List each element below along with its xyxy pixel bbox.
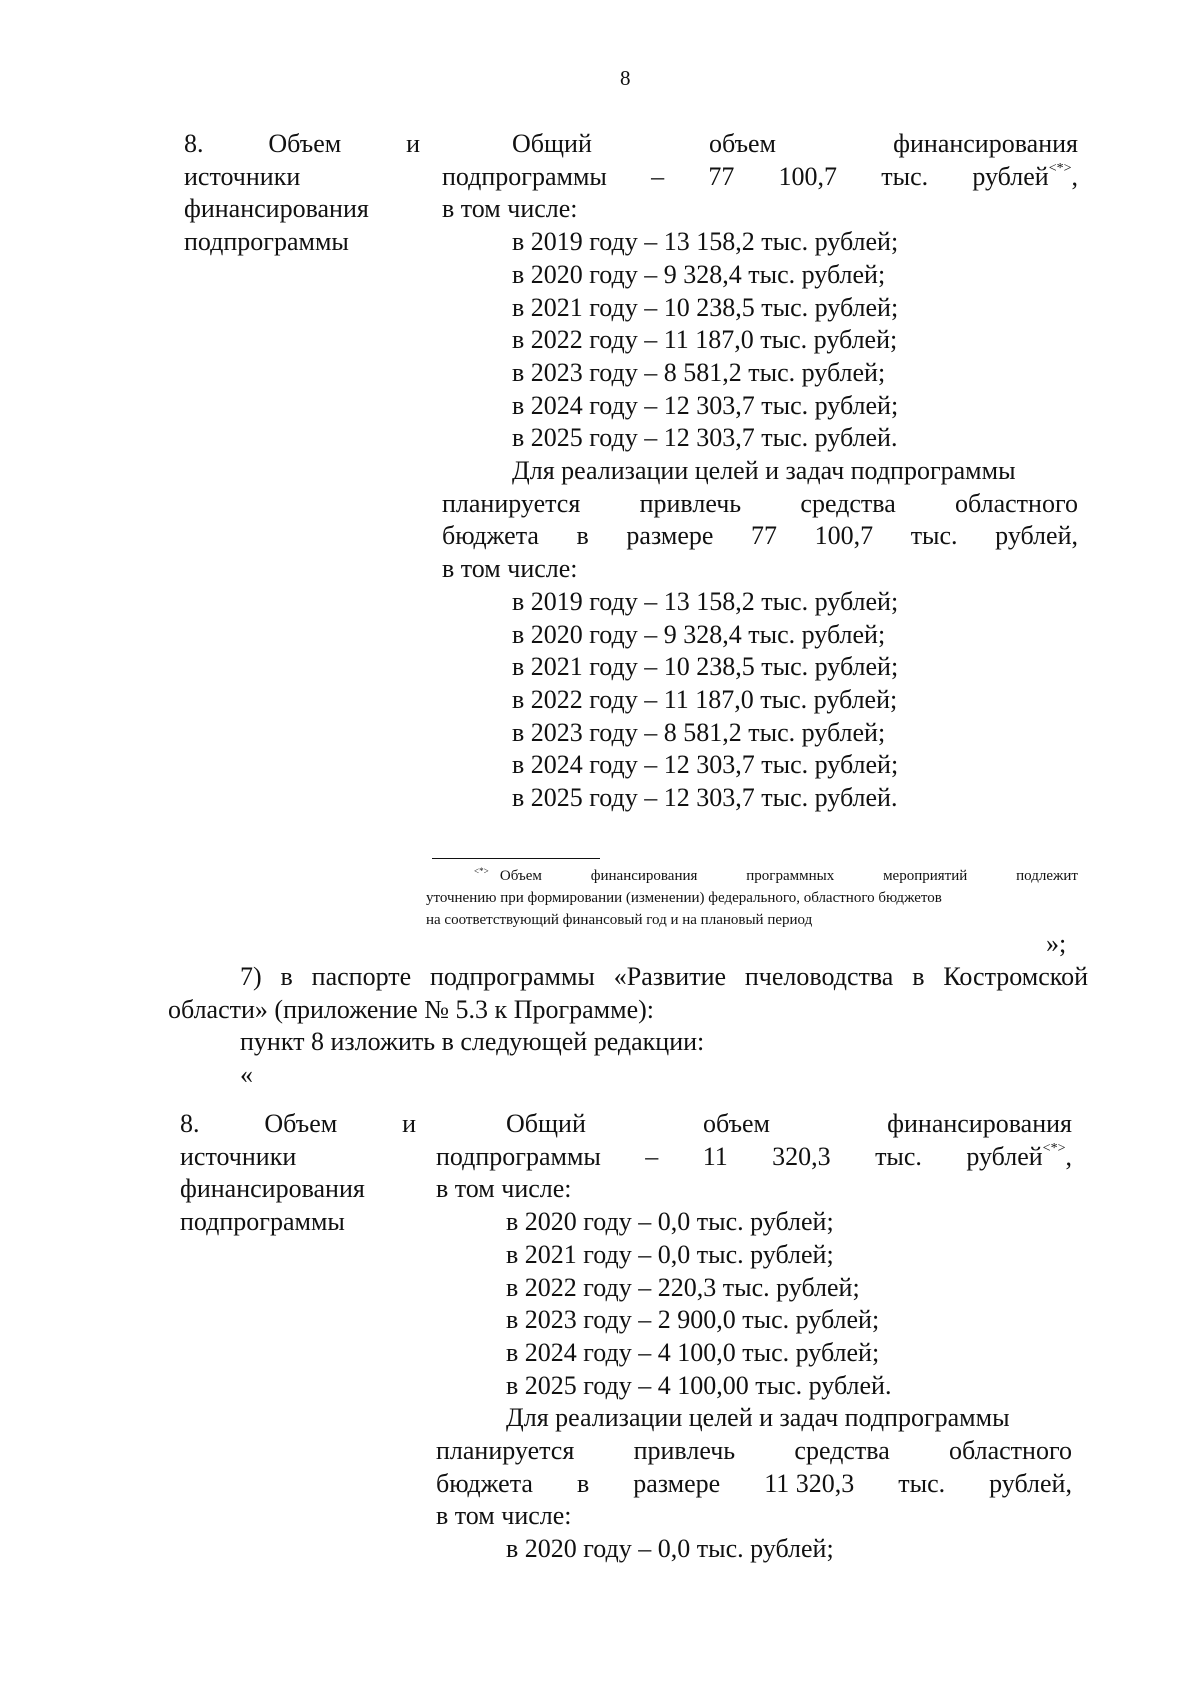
- word: тыс.: [875, 1141, 922, 1171]
- year-amount: в 2023 году – 8 581,2 тыс. рублей;: [512, 717, 886, 747]
- footnote-mark: <*>: [474, 866, 489, 876]
- word: привлечь: [639, 488, 742, 518]
- word: «Развитие: [613, 962, 727, 991]
- label-line: подпрограммы: [184, 227, 349, 257]
- goal-line: [436, 1468, 1072, 1501]
- year-amount: в 2020 году – 0,0 тыс. рублей;: [506, 1207, 834, 1237]
- word: 100,7: [814, 521, 874, 551]
- word: 77: [751, 521, 777, 551]
- year-amount: в 2021 году – 0,0 тыс. рублей;: [506, 1239, 834, 1269]
- year-amount: в 2023 году – 8 581,2 тыс. рублей;: [512, 357, 886, 387]
- word: подлежит: [1016, 868, 1078, 884]
- word: рублей,: [995, 521, 1078, 551]
- label-line: источники: [184, 161, 301, 191]
- footnote-line: уточнению при формировании (изменении) федерального, областного бюджетов: [426, 890, 942, 906]
- year-amount: в 2025 году – 4 100,00 тыс. рублей.: [506, 1370, 892, 1400]
- word: привлечь: [633, 1436, 736, 1466]
- word: объем: [708, 129, 777, 158]
- word: подпрограммы: [436, 1141, 601, 1171]
- label-line: подпрограммы: [180, 1207, 345, 1237]
- word: 11 320,3: [764, 1468, 855, 1498]
- footnote-mark: <*>: [1042, 1140, 1066, 1156]
- page-number: 8: [620, 66, 631, 90]
- goal-line: [442, 520, 1078, 553]
- section-2-content: [436, 1108, 1072, 1566]
- word: пчеловодства: [744, 962, 894, 991]
- year-amount: в 2022 году – 11 187,0 тыс. рублей;: [512, 684, 898, 714]
- word: паспорте: [311, 962, 412, 991]
- footnote-mark: <*>: [1048, 160, 1072, 176]
- word: в: [280, 962, 293, 991]
- year-amount: в 2023 году – 2 900,0 тыс. рублей;: [506, 1305, 880, 1335]
- year-amount: в 2024 году – 12 303,7 тыс. рублей;: [512, 750, 899, 780]
- word: Костромской: [943, 962, 1088, 991]
- section-1-label: [184, 128, 420, 259]
- word: размере: [633, 1468, 721, 1498]
- year-amount: в 2024 году – 4 100,0 тыс. рублей;: [506, 1337, 880, 1367]
- amendment-paragraph: [168, 961, 1088, 1092]
- word: планируется: [436, 1436, 575, 1466]
- word: в: [576, 521, 589, 551]
- goal-line: Для реализации целей и задач подпрограммы: [512, 456, 1016, 486]
- word: –: [645, 1141, 659, 1171]
- word: в: [576, 1468, 590, 1498]
- opening-quote: «: [240, 1060, 253, 1090]
- closing-quote: »;: [1046, 929, 1067, 958]
- year-amount: в 2022 году – 11 187,0 тыс. рублей;: [512, 325, 898, 355]
- comma: ,: [1071, 161, 1078, 191]
- word: финансирования: [893, 129, 1078, 158]
- year-amount: в 2020 году – 9 328,4 тыс. рублей;: [512, 259, 886, 289]
- word: Общий: [506, 1109, 586, 1138]
- label-line: финансирования: [180, 1174, 365, 1204]
- word: подпрограммы: [442, 161, 607, 191]
- label-number: 8.: [180, 1109, 200, 1138]
- word: рублей: [966, 1141, 1043, 1171]
- label-word: и: [406, 129, 420, 158]
- year-amount: в 2020 году – 9 328,4 тыс. рублей;: [512, 619, 886, 649]
- word: средства: [794, 1436, 890, 1466]
- including-line: в том числе:: [442, 554, 578, 584]
- word-with-footnote: [966, 1141, 1072, 1174]
- word: рублей,: [989, 1468, 1072, 1498]
- goal-line: [436, 1435, 1072, 1468]
- section-1-content: [442, 128, 1078, 815]
- paragraph-line: пункт 8 изложить в следующей редакции:: [240, 1027, 705, 1057]
- total-line: [436, 1108, 1072, 1141]
- total-line: [436, 1141, 1072, 1174]
- total-line: [442, 161, 1078, 194]
- word: –: [651, 161, 665, 191]
- goal-line: [442, 488, 1078, 521]
- including-line: в том числе:: [436, 1501, 572, 1531]
- word: Общий: [512, 129, 592, 158]
- word: 7): [240, 962, 262, 991]
- including-line: в том числе:: [442, 194, 578, 224]
- goal-line: Для реализации целей и задач подпрограммы: [506, 1403, 1010, 1433]
- comma: ,: [1065, 1141, 1072, 1171]
- including-line: в том числе:: [436, 1174, 572, 1204]
- word: тыс.: [881, 161, 929, 191]
- word: рублей: [972, 161, 1049, 191]
- section-2-label: [180, 1108, 416, 1239]
- word: объем: [702, 1109, 771, 1138]
- word: 11: [702, 1141, 728, 1171]
- word: тыс.: [910, 521, 958, 551]
- paragraph-line: [168, 961, 1088, 994]
- label-word: Объем: [268, 129, 342, 158]
- year-amount: в 2019 году – 13 158,2 тыс. рублей;: [512, 227, 899, 257]
- label-word: и: [402, 1109, 416, 1138]
- year-amount: в 2024 году – 12 303,7 тыс. рублей;: [512, 390, 899, 420]
- year-amount: в 2022 году – 220,3 тыс. рублей;: [506, 1272, 860, 1302]
- label-line: финансирования: [184, 194, 369, 224]
- word: в: [912, 962, 925, 991]
- label-number: 8.: [184, 129, 204, 158]
- word-with-footnote: [972, 161, 1078, 194]
- footnote-divider: [432, 858, 600, 859]
- footnote-line: на соответствующий финансовый год и на плановый период: [426, 912, 813, 928]
- word: 77: [708, 161, 735, 191]
- year-amount: в 2019 году – 13 158,2 тыс. рублей;: [512, 586, 899, 616]
- paragraph-line: области» (приложение № 5.3 к Программе):: [168, 994, 655, 1024]
- year-amount: в 2020 году – 0,0 тыс. рублей;: [506, 1534, 834, 1564]
- year-amount: в 2021 году – 10 238,5 тыс. рублей;: [512, 292, 899, 322]
- footnote-word-with-mark: [474, 865, 542, 887]
- word: бюджета: [436, 1468, 533, 1498]
- footnote-line: [426, 865, 1078, 887]
- total-line: [442, 128, 1078, 161]
- word: 100,7: [778, 161, 838, 191]
- word: средства: [800, 488, 896, 518]
- year-amount: в 2025 году – 12 303,7 тыс. рублей.: [512, 423, 898, 453]
- word: Объем: [499, 868, 542, 884]
- word: размере: [626, 521, 714, 551]
- word: финансирования: [887, 1109, 1072, 1138]
- word: областного: [949, 1436, 1072, 1466]
- label-word: Объем: [264, 1109, 338, 1138]
- label-line: источники: [180, 1141, 297, 1171]
- word: программных: [746, 868, 835, 884]
- year-amount: в 2025 году – 12 303,7 тыс. рублей.: [512, 783, 898, 813]
- word: мероприятий: [883, 868, 968, 884]
- word: 320,3: [772, 1141, 831, 1171]
- word: тыс.: [898, 1468, 946, 1498]
- word: финансирования: [590, 868, 698, 884]
- word: областного: [955, 488, 1078, 518]
- word: подпрограммы: [430, 962, 595, 991]
- word: планируется: [442, 488, 581, 518]
- year-amount: в 2021 году – 10 238,5 тыс. рублей;: [512, 652, 899, 682]
- word: бюджета: [442, 521, 539, 551]
- footnote: [426, 858, 1078, 931]
